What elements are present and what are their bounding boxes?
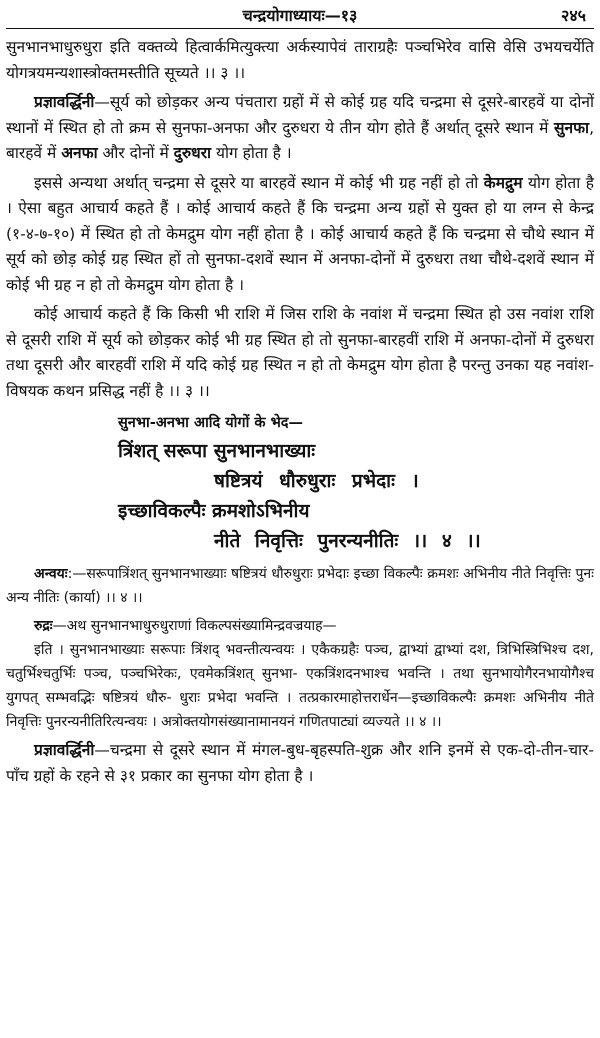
- verse-line-3: इच्छाविकल्पैः क्रमशोऽभिनीय: [118, 500, 310, 522]
- page-header: [6, 0, 594, 29]
- section-subheading: सुनभा-अनभा आदि योगों के भेद—: [118, 415, 303, 431]
- term-durudhara: दुरुधरा: [173, 144, 212, 162]
- anvaya-label: अन्वयः: [34, 566, 68, 582]
- verse-line-2: षष्टित्रयं धौरुधुराः प्रभेदाः ।: [214, 470, 419, 492]
- verse-block: [6, 436, 594, 556]
- verse-line-1: त्रिंशत् सरूपा सुनभानभाख्याः: [118, 440, 316, 462]
- kemadruma-paragraph: इससे अन्यथा अर्थात् चन्द्रमा से दूसरे या बारहवें स्थान में कोई भी ग्रह नहीं हो तो केमद्रुम योग होता है । ऐसा बहुत आचार्य कहते हैं । कोई आचार्य कहते हैं कि चन्द्रमा अन्य ग्रहों से युक्त हो या लग्न से केन्द्र (१-४-७-१०) में स्थित हो तो केमद्रुम योग नहीं होता है । कोई आचार्य कहते हैं कि चन्द्रमा से चौथे स्थान में सूर्य को छोड़ कोई ग्रह स्थित हों तो सुनफा-दशवें स्थान में अनफा-दोनों में दुरुधरा तथा चौथे-दशवें स्थान में कोई भी ग्रह न हो तो केमद्रुम योग होता है ।: [6, 173, 594, 294]
- rudra-intro: रुद्रः—अथ सुनभानभाधुरुधुराणां विकल्पसंख्यामिन्द्रवज्रयाह—: [34, 618, 337, 634]
- rudra-label: रुद्रः: [34, 618, 53, 634]
- prajnavardhini-paragraph-1: प्रज्ञावर्द्धिनी—सूर्य को छोड़कर अन्य पंचतारा ग्रहों में से कोई ग्रह यदि चन्द्रमा से दूसरे-बारहवें या दोनों स्थानों में स्थित हो तो क्रम से सुनफा-अनफा और दुरुधरा ये तीन योग होते हैं अर्थात् दूसरे स्थान में सुनफा, बारहवें में अनफा और दोनों में दुरुधरा योग होता है ।: [6, 93, 594, 162]
- prajnavardhini-paragraph-2: प्रज्ञावर्द्धिनी—चन्द्रमा से दूसरे स्थान में मंगल-बुध-बृहस्पति-शुक्र और शनि इनमें से एक-दो-तीन-चार-पाँच ग्रहों के रहने से ३१ प्रकार का सुनफा योग होता है ।: [6, 741, 594, 785]
- page-number: २४५: [561, 6, 586, 25]
- sanskrit-commentary-opening: सुनभानभाधुरुधुरा इति वक्तव्ये हित्वार्कमित्युक्त्या अर्कस्यापेवं ताराग्रहैः पञ्चभिरेव वासि वेसि उभयचर्येति योगत्रयमन्यशास्त्रोक्तमस्तीति सूच्यते ।। ३ ।।: [6, 38, 594, 82]
- chapter-title: चन्द्रयोगाध्यायः—१३: [242, 6, 358, 25]
- prajnavardhini-label-2: प्रज्ञावर्द्धिनी: [34, 741, 95, 759]
- term-kemadruma: केमद्रुम: [483, 173, 523, 192]
- term-anapha: अनफा: [61, 144, 98, 162]
- prajnavardhini-label: प्रज्ञावर्द्धिनी: [34, 93, 95, 111]
- verse-line-4: नीते निवृत्तिः पुनरन्यनीतिः ।। ४ ।।: [214, 530, 481, 552]
- navamsha-paragraph: कोई आचार्य कहते हैं कि किसी भी राशि में जिस राशि के नवांश में चन्द्रमा स्थित हो उस नवांश राशि से दूसरी राशि में सूर्य को छोड़कर कोई भी ग्रह स्थित हो तो सुनफा-बारहवीं राशि में अनफा-दोनों में दुरुधरा तथा दूसरी और बारहवीं राशि में यदि कोई ग्रह स्थित न हो तो केमद्रुम योग होता है परन्तु उनका यह नवांश-विषयक कथन प्रसिद्ध नहीं है ।। ३ ।।: [6, 305, 594, 400]
- term-sunapha: सुनफा: [554, 118, 590, 137]
- sanskrit-commentary: इति । सुनभानभाख्याः सरूपाः त्रिंशद् भवन्तीत्यन्वयः । एकैकग्रहैः पञ्च, द्वाभ्यां द्वाभ्यां दश, त्रिभिस्त्रिभिश्च दश, चतुर्भिश्चतुर्भिः पञ्च, पञ्चभिरेकः, एवमेकत्रिंशत् सुनभा- एकत्रिंशदनभाश्च भवन्ति । तथा सुनभायोगैरनभायोगैश्च युगपत् सम्भवद्भिः षष्टित्रयं धौरु- धुराः प्रभेदा भवन्ति । तत्प्रकारमाहोत्तरार्धेन—इच्छाविकल्पैः क्रमशः अभिनीय नीते निवृत्तिः पुनरन्यनीतिरित्यन्वयः । अत्रोक्तयोगसंख्यानामानयनं गणितपाट्यां व्यज्यते ।। ४ ।।: [6, 642, 594, 730]
- anvaya-paragraph: अन्वयः:—सरूपात्रिंशत् सुनभानभाख्याः षष्टित्रयं धौरुधुराः प्रभेदाः इच्छा विकल्पैः क्रमशः अभिनीय नीते निवृत्तिः पुनः अन्य नीतिः (कार्या) ।। ४ ।।: [6, 566, 594, 606]
